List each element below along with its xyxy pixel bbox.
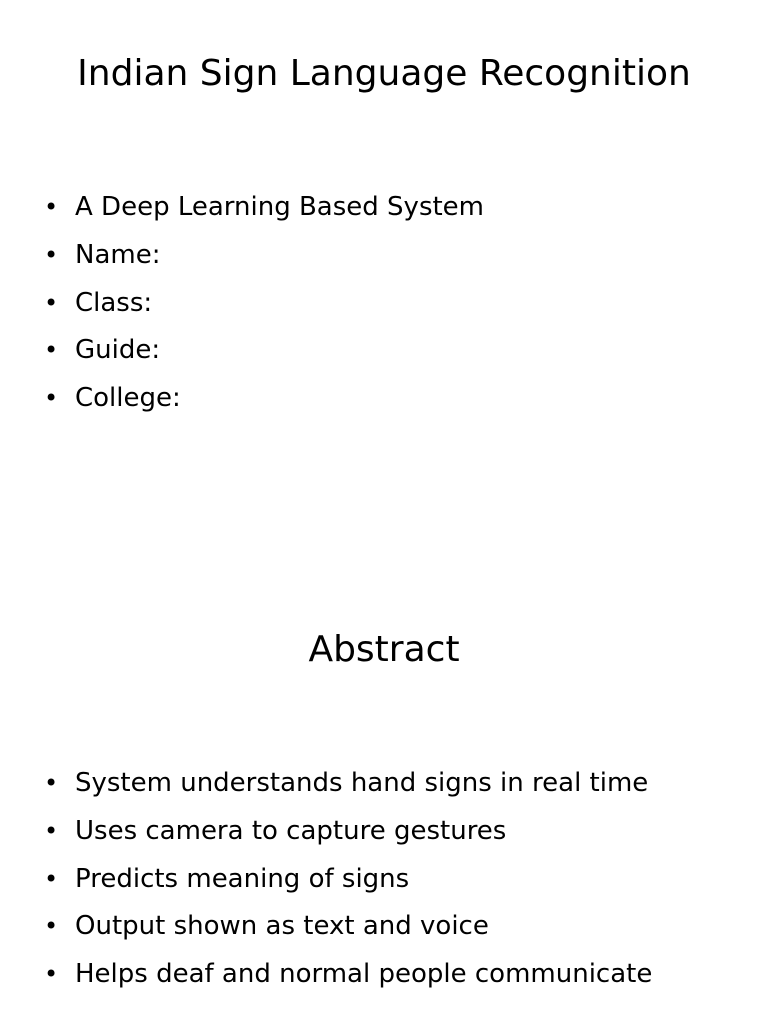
bullet-text: Predicts meaning of signs <box>75 863 410 894</box>
bullet-icon: • <box>44 193 59 221</box>
bullet-item <box>44 951 652 999</box>
bullet-item <box>44 184 484 232</box>
bullet-item <box>44 856 652 904</box>
bullet-item <box>44 232 484 280</box>
bullet-text: Helps deaf and normal people communicate <box>75 959 653 990</box>
bullet-icon: • <box>44 769 59 797</box>
slide-title: Indian Sign Language Recognition <box>77 53 691 94</box>
bullet-text: A Deep Learning Based System <box>75 192 485 222</box>
bullet-icon: • <box>44 912 59 941</box>
abstract-slide <box>0 576 768 1024</box>
bullet-item <box>44 760 652 808</box>
bullet-item <box>44 903 652 951</box>
slide-title: Abstract <box>308 629 460 670</box>
bullet-item <box>44 808 652 856</box>
bullet-icon: • <box>44 240 59 269</box>
bullet-text: Class: <box>75 287 153 318</box>
bullet-icon: • <box>44 288 59 317</box>
bullet-icon: • <box>44 960 59 989</box>
bullet-text: Guide: <box>75 335 161 366</box>
bullet-text: Output shown as text and voice <box>75 911 489 942</box>
bullet-text: Name: <box>75 239 161 270</box>
bullet-list <box>44 760 652 999</box>
bullet-text: System understands hand signs in real time <box>75 768 649 798</box>
bullet-item <box>44 327 484 375</box>
bullet-icon: • <box>44 816 59 845</box>
bullet-list <box>44 184 484 423</box>
bullet-item <box>44 375 484 423</box>
bullet-icon: • <box>44 384 59 413</box>
bullet-item <box>44 280 484 328</box>
bullet-icon: • <box>44 336 59 365</box>
bullet-text: Uses camera to capture gestures <box>75 815 507 846</box>
bullet-icon: • <box>44 864 59 893</box>
bullet-text: College: <box>75 383 181 414</box>
